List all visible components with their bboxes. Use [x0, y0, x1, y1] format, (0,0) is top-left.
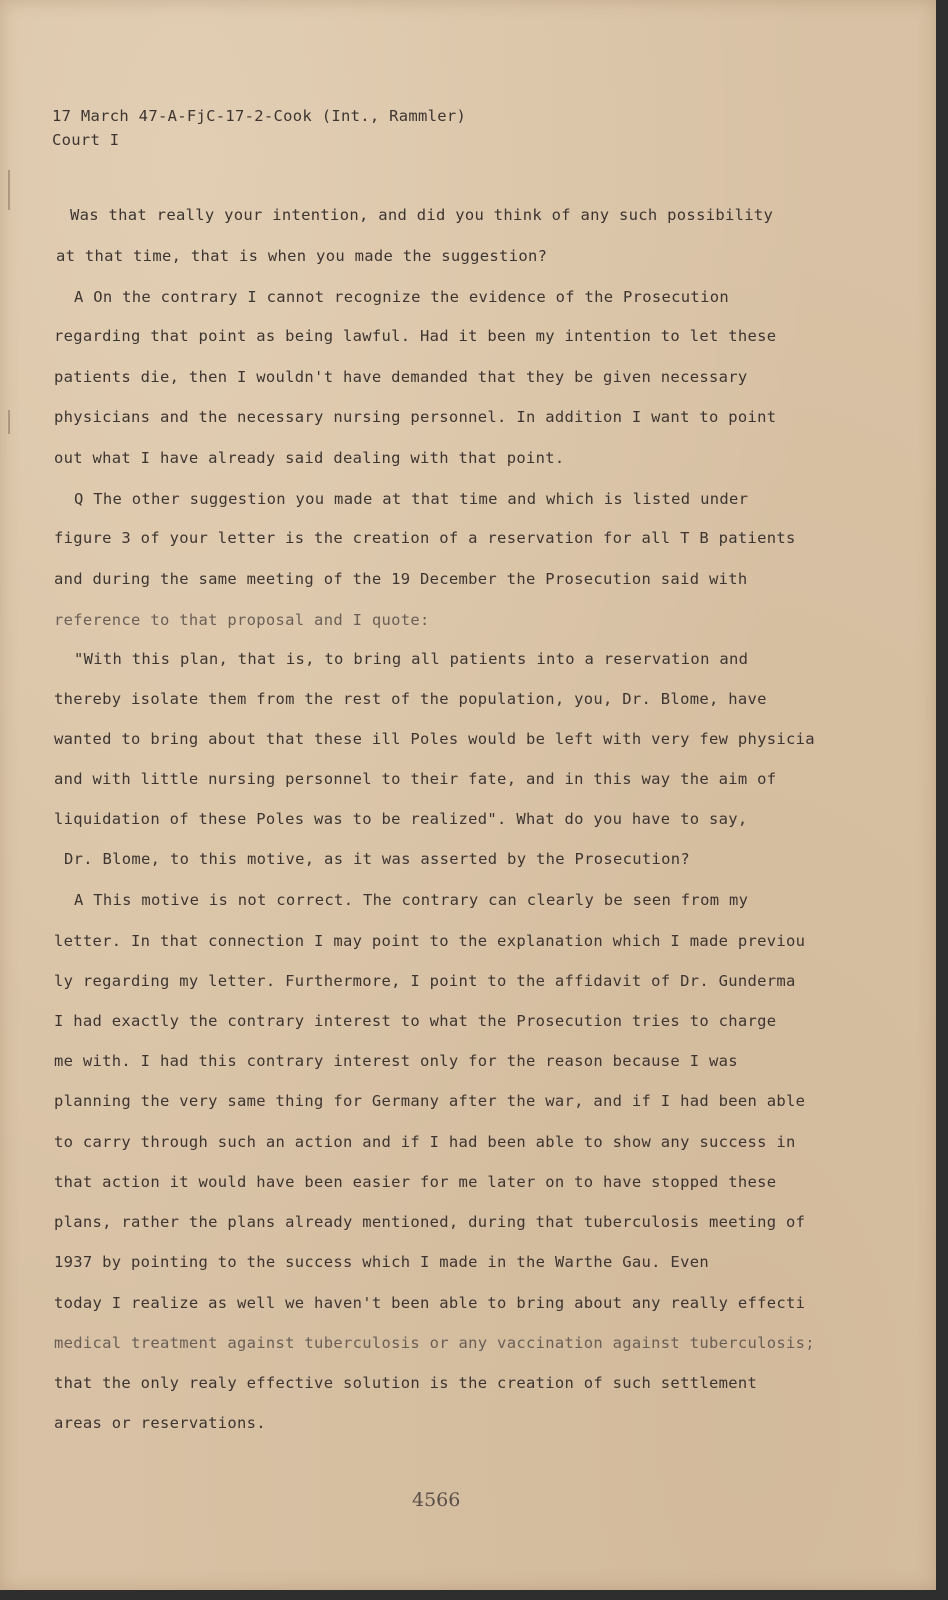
body-line: that action it would have been easier for me later on to have stopped these: [54, 1173, 777, 1191]
body-line: plans, rather the plans already mentioned, during that tuberculosis meeting of: [54, 1213, 806, 1231]
page-number: 4566: [412, 1489, 461, 1511]
body-line: patients die, then I wouldn't have demanded that they be given necessary: [54, 368, 748, 386]
body-line: and during the same meeting of the 19 December the Prosecution said with: [54, 570, 748, 588]
body-line: areas or reservations.: [54, 1414, 266, 1432]
body-line: medical treatment against tuberculosis or any vaccination against tuberculosis;: [54, 1334, 815, 1352]
scan-border-right: [936, 0, 948, 1600]
binding-mark: [8, 410, 10, 434]
body-line: Was that really your intention, and did you think of any such possibility: [70, 206, 774, 224]
body-line: and with little nursing personnel to their fate, and in this way the aim of: [54, 770, 777, 788]
body-line: at that time, that is when you made the suggestion?: [56, 247, 548, 265]
body-line: planning the very same thing for Germany after the war, and if I had been able: [54, 1092, 806, 1110]
body-line: out what I have already said dealing with that point.: [54, 449, 565, 467]
header-line-2: Court I: [52, 131, 120, 149]
body-line: me with. I had this contrary interest only for the reason because I was: [54, 1052, 738, 1070]
header-line-1: 17 March 47-A-FjC-17-2-Cook (Int., Rammler): [52, 107, 467, 125]
body-line: wanted to bring about that these ill Poles would be left with very few physicia: [54, 730, 815, 748]
body-line: A This motive is not correct. The contrary can clearly be seen from my: [74, 891, 749, 909]
body-line: to carry through such an action and if I had been able to show any success in: [54, 1133, 796, 1151]
body-line: physicians and the necessary nursing personnel. In addition I want to point: [54, 408, 777, 426]
body-line: today I realize as well we haven't been able to bring about any really effecti: [54, 1294, 806, 1312]
body-line: liquidation of these Poles was to be realized". What do you have to say,: [54, 810, 748, 828]
body-line: Q The other suggestion you made at that time and which is listed under: [74, 490, 749, 508]
body-line: "With this plan, that is, to bring all patients into a reservation and: [74, 650, 749, 668]
binding-mark: [8, 170, 10, 210]
body-line: Dr. Blome, to this motive, as it was asserted by the Prosecution?: [64, 850, 691, 868]
body-line: 1937 by pointing to the success which I made in the Warthe Gau. Even: [54, 1253, 709, 1271]
body-line: thereby isolate them from the rest of the population, you, Dr. Blome, have: [54, 690, 767, 708]
scan-border-bottom: [0, 1590, 948, 1600]
body-line: reference to that proposal and I quote:: [54, 611, 430, 629]
body-line: ly regarding my letter. Furthermore, I point to the affidavit of Dr. Gunderma: [54, 972, 796, 990]
body-line: that the only realy effective solution is the creation of such settlement: [54, 1374, 758, 1392]
body-line: letter. In that connection I may point to the explanation which I made previou: [54, 932, 806, 950]
body-line: figure 3 of your letter is the creation of a reservation for all T B patients: [54, 529, 796, 547]
body-line: regarding that point as being lawful. Had it been my intention to let these: [54, 327, 777, 345]
body-line: I had exactly the contrary interest to what the Prosecution tries to charge: [54, 1012, 777, 1030]
body-line: A On the contrary I cannot recognize the evidence of the Prosecution: [74, 288, 729, 306]
